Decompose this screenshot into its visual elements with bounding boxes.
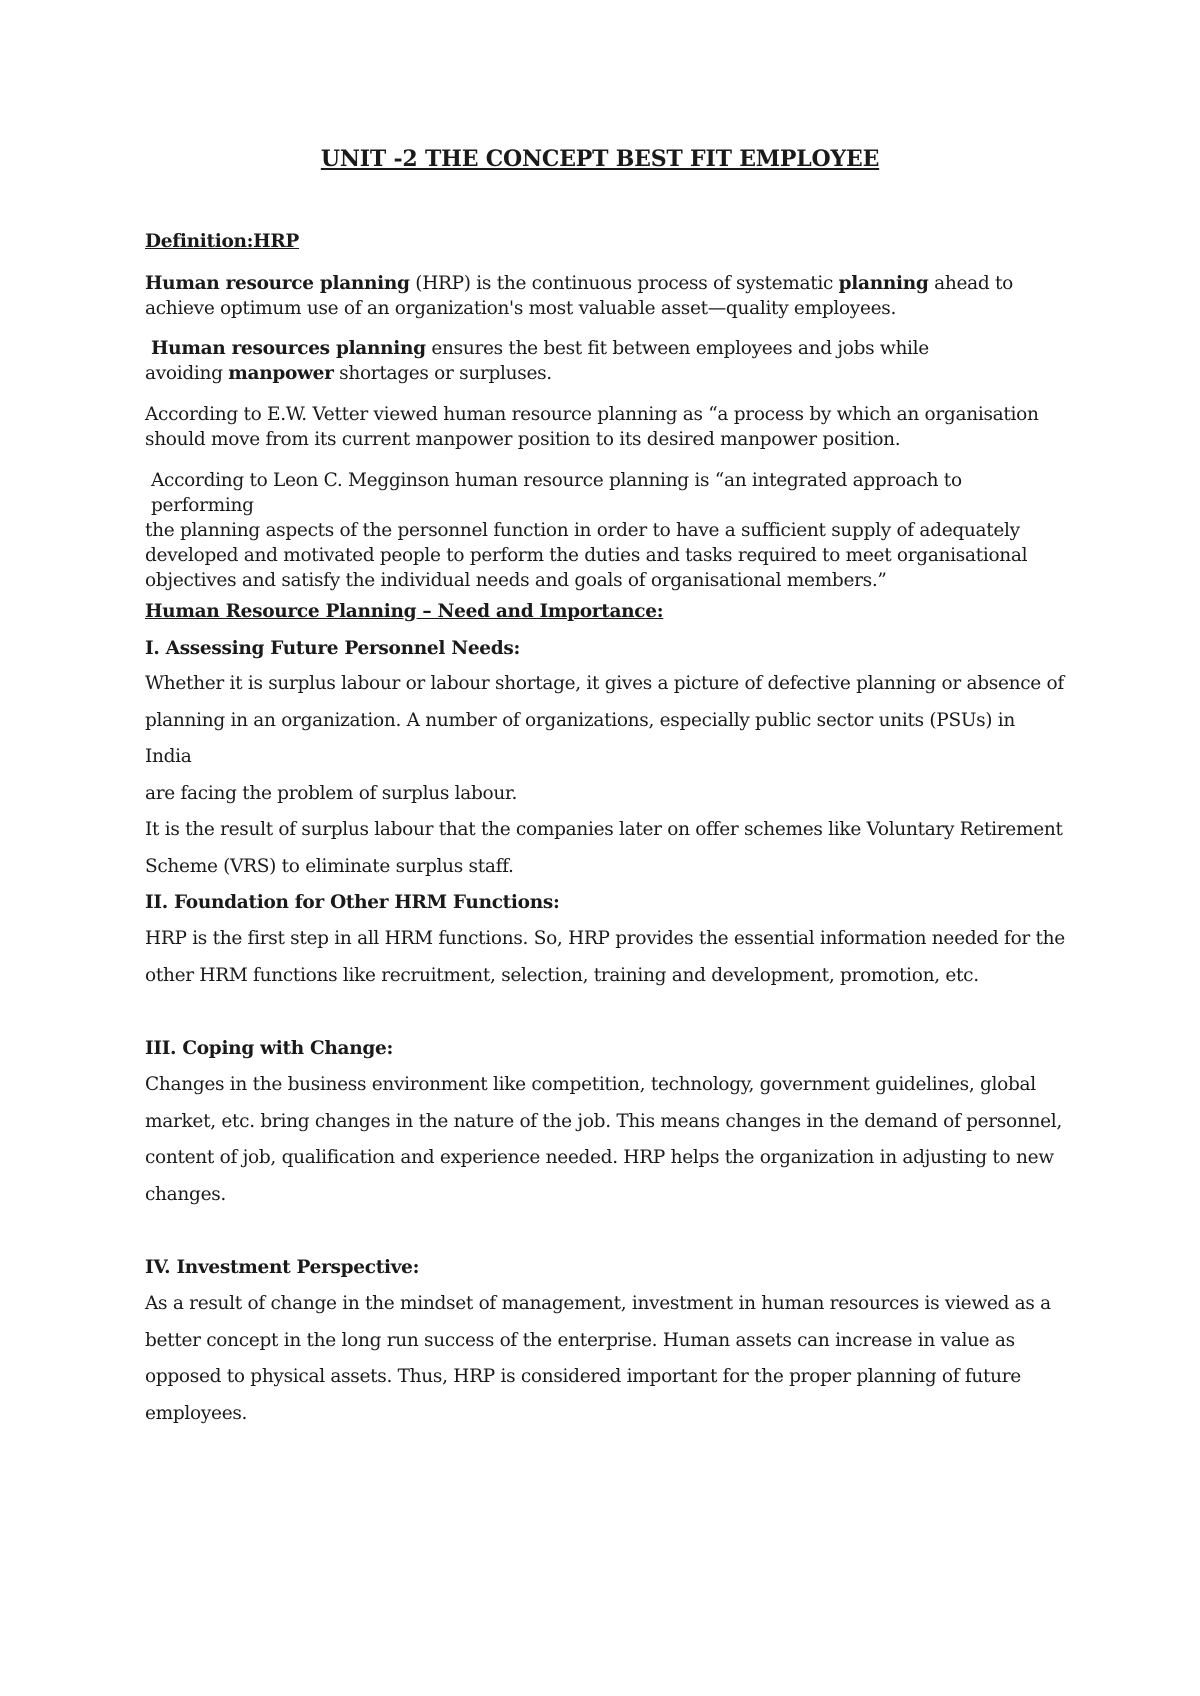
bold-term: manpower	[228, 363, 334, 384]
paragraph-line: should move from its current manpower position to its desired manpower position.	[145, 429, 901, 450]
paragraph-line: Scheme (VRS) to eliminate surplus staff.	[145, 855, 514, 877]
paragraph-line: market, etc. bring changes in the nature of the job. This means changes in the demand of personnel,	[145, 1110, 1062, 1132]
paragraph-line: planning in an organization. A number of organizations, especially public sector units (PSUs) in India	[145, 709, 1016, 767]
paragraph-line: According to Leon C. Megginson human resource planning is “an integrated approach to performing	[151, 470, 962, 516]
best-fit-paragraph	[145, 336, 1071, 386]
paragraph-line: Whether it is surplus labour or labour shortage, it gives a picture of defective planning or absence of	[145, 673, 1064, 694]
need-importance-heading: Human Resource Planning – Need and Importance:	[145, 601, 664, 622]
definition-heading: Definition:HRP	[145, 231, 300, 252]
section-2-heading: II. Foundation for Other HRM Functions:	[145, 892, 560, 913]
paragraph-line: better concept in the long run success of the enterprise. Human assets can increase in value as	[145, 1329, 1015, 1351]
paragraph-line: developed and motivated people to perform the duties and tasks required to meet organisational	[145, 545, 1028, 566]
page-title: UNIT -2 THE CONCEPT BEST FIT EMPLOYEE	[320, 146, 880, 172]
paragraph-line: Human resource planning (HRP) is the continuous process of systematic planning ahead to	[145, 273, 1013, 294]
paragraph-line: content of job, qualification and experience needed. HRP helps the organization in adjusting to new	[145, 1147, 1054, 1168]
bold-term: planning	[838, 273, 929, 294]
paragraph-line: avoiding manpower shortages or surpluses.	[145, 363, 552, 384]
paragraph-line: changes.	[145, 1183, 226, 1205]
paragraph-line: It is the result of surplus labour that the companies later on offer schemes like Voluntary Retirement	[145, 819, 1063, 840]
paragraph-line: HRP is the first step in all HRM functions. So, HRP provides the essential information needed for the	[145, 928, 1065, 949]
section-3-body	[145, 1067, 1065, 1213]
hrp-definition-paragraph	[145, 271, 1065, 321]
vetter-paragraph	[145, 402, 1065, 452]
paragraph-line: According to E.W. Vetter viewed human resource planning as “a process by which an organisation	[145, 404, 1039, 425]
paragraph-line: objectives and satisfy the individual needs and goals of organisational members.”	[145, 570, 887, 591]
section-3-heading: III. Coping with Change:	[145, 1038, 394, 1059]
paragraph-line: Changes in the business environment like competition, technology, government guidelines, global	[145, 1074, 1036, 1095]
megginson-paragraph	[145, 468, 1065, 593]
paragraph-line: are facing the problem of surplus labour.	[145, 782, 518, 804]
section-4-body	[145, 1286, 1065, 1432]
bold-term: Human resources planning	[151, 338, 426, 359]
paragraph-line: achieve optimum use of an organization's most valuable asset—quality employees.	[145, 298, 897, 319]
section-4-heading: IV. Investment Perspective:	[145, 1257, 420, 1278]
paragraph-line: Human resources planning ensures the best fit between employees and jobs while	[151, 338, 929, 359]
paragraph-line: As a result of change in the mindset of management, investment in human resources is viewed as a	[145, 1293, 1051, 1314]
bold-term: Human resource planning	[145, 273, 410, 294]
paragraph-line: opposed to physical assets. Thus, HRP is considered important for the proper planning of future	[145, 1366, 1021, 1387]
paragraph-line: employees.	[145, 1402, 248, 1424]
section-2-body	[145, 921, 1065, 994]
section-1-body	[145, 666, 1065, 885]
paragraph-line: the planning aspects of the personnel function in order to have a sufficient supply of adequately	[145, 520, 1020, 541]
section-1-heading: I. Assessing Future Personnel Needs:	[145, 638, 521, 659]
paragraph-line: other HRM functions like recruitment, selection, training and development, promotion, etc.	[145, 964, 979, 986]
